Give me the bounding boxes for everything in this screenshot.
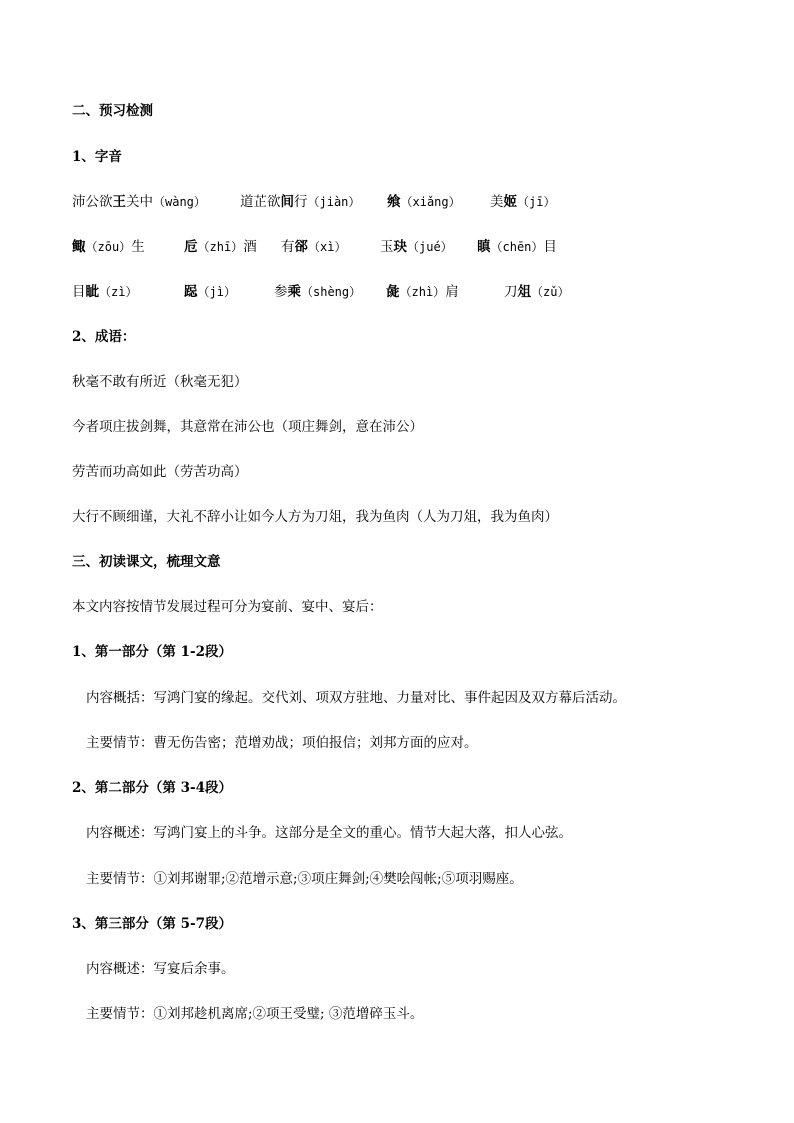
item-prefix: 沛公欲 bbox=[72, 194, 113, 210]
target-char: 卮 bbox=[184, 239, 198, 255]
pronunciation-item bbox=[184, 237, 257, 257]
idiom-item: 大行不顾细谨，大礼不辞小让如今人方为刀俎，我为鱼肉（人为刀俎，我为鱼肉） bbox=[72, 509, 558, 525]
target-char: 飨 bbox=[387, 194, 401, 210]
pinyin: （zhì） bbox=[399, 285, 446, 299]
subsection-idioms-heading: 2、成语： bbox=[72, 329, 136, 345]
target-char: 瞋 bbox=[477, 239, 491, 255]
pronunciation-item bbox=[72, 237, 145, 257]
target-char: 郤 bbox=[294, 239, 308, 255]
target-char: 间 bbox=[280, 194, 294, 210]
idiom-item: 秋毫不敢有所近（秋毫无犯） bbox=[72, 374, 248, 390]
pinyin: （chēn） bbox=[490, 240, 544, 254]
pinyin: （zǔ） bbox=[531, 285, 570, 299]
pinyin: （jì） bbox=[197, 285, 236, 299]
item-prefix: 有 bbox=[281, 239, 295, 255]
pronunciation-item bbox=[281, 237, 346, 257]
pinyin: （zhī） bbox=[197, 240, 244, 254]
item-suffix: 关中 bbox=[126, 194, 153, 210]
target-char: 玦 bbox=[393, 239, 407, 255]
item-suffix: 目 bbox=[543, 239, 557, 255]
target-char: 姬 bbox=[503, 194, 517, 210]
item-prefix: 美 bbox=[490, 194, 504, 210]
part-2-summary: 内容概述：写鸿门宴上的斗争。这部分是全文的重心。情节大起大落，扣人心弦。 bbox=[86, 825, 572, 841]
pronunciation-row-1 bbox=[72, 192, 772, 212]
item-suffix: 肩 bbox=[445, 284, 459, 300]
pinyin: （jué） bbox=[407, 240, 453, 254]
item-prefix: 刀 bbox=[504, 284, 518, 300]
target-char: 彘 bbox=[386, 284, 400, 300]
pinyin: （jiàn） bbox=[307, 195, 361, 209]
pronunciation-item bbox=[387, 192, 461, 212]
item-prefix: 道芷欲 bbox=[240, 194, 281, 210]
target-char: 乘 bbox=[287, 284, 301, 300]
pinyin: （zōu） bbox=[85, 240, 132, 254]
pinyin: （xì） bbox=[308, 240, 347, 254]
pronunciation-item bbox=[72, 192, 206, 212]
target-char: 鲰 bbox=[72, 239, 86, 255]
part-2-heading: 2、第二部分（第 3-4段） bbox=[72, 780, 232, 796]
pronunciation-item bbox=[72, 282, 137, 302]
part-1-summary: 内容概括：写鸿门宴的缘起。交代刘、项双方驻地、力量对比、事件起因及双方幕后活动。 bbox=[86, 690, 626, 706]
pronunciation-item bbox=[490, 192, 555, 212]
pinyin: （wàng） bbox=[153, 195, 206, 209]
pronunciation-item bbox=[477, 237, 557, 257]
target-char: 俎 bbox=[517, 284, 531, 300]
pronunciation-item bbox=[274, 282, 361, 302]
part-3-heading: 3、第三部分（第 5-7段） bbox=[72, 916, 232, 932]
part-3-plot: 主要情节：①刘邦趁机离席;②项王受璧; ③范增碎玉斗。 bbox=[86, 1006, 424, 1022]
part-1-plot: 主要情节：曹无伤告密；范增劝战；项伯报信；刘邦方面的应对。 bbox=[86, 735, 478, 751]
pronunciation-row-3 bbox=[72, 282, 772, 302]
pinyin: （shèng） bbox=[301, 285, 362, 299]
pronunciation-item bbox=[504, 282, 569, 302]
idiom-item: 今者项庄拔剑舞，其意常在沛公也（项庄舞剑，意在沛公） bbox=[72, 419, 423, 435]
item-suffix: 行 bbox=[294, 194, 308, 210]
part-3-summary: 内容概述：写宴后余事。 bbox=[86, 961, 235, 977]
item-suffix: 酒 bbox=[243, 239, 257, 255]
section-3-intro: 本文内容按情节发展过程可分为宴前、宴中、宴后： bbox=[72, 599, 383, 615]
pinyin: （zì） bbox=[99, 285, 138, 299]
target-char: 眦 bbox=[85, 284, 99, 300]
idiom-item: 劳苦而功高如此（劳苦功高） bbox=[72, 464, 248, 480]
pronunciation-item bbox=[380, 237, 453, 257]
section-3-heading: 三、初读课文，梳理文意 bbox=[72, 554, 221, 570]
pinyin: （jī） bbox=[517, 195, 556, 209]
pronunciation-row-2 bbox=[72, 237, 772, 257]
pronunciation-item bbox=[386, 282, 459, 302]
item-prefix: 参 bbox=[274, 284, 288, 300]
section-2-heading: 二、预习检测 bbox=[72, 103, 153, 119]
part-2-plot: 主要情节：①刘邦谢罪;②范增示意;③项庄舞剑;④樊哙闯帐;⑤项羽赐座。 bbox=[86, 871, 523, 887]
item-prefix: 玉 bbox=[380, 239, 394, 255]
pinyin: （xiǎng） bbox=[400, 195, 461, 209]
item-prefix: 目 bbox=[72, 284, 86, 300]
item-suffix: 生 bbox=[131, 239, 145, 255]
target-char: 跽 bbox=[184, 284, 198, 300]
pronunciation-item bbox=[184, 282, 236, 302]
subsection-pronunciation-heading: 1、字音 bbox=[72, 149, 122, 165]
pronunciation-item bbox=[240, 192, 360, 212]
part-1-heading: 1、第一部分（第 1-2段） bbox=[72, 644, 232, 660]
target-char: 王 bbox=[112, 194, 126, 210]
